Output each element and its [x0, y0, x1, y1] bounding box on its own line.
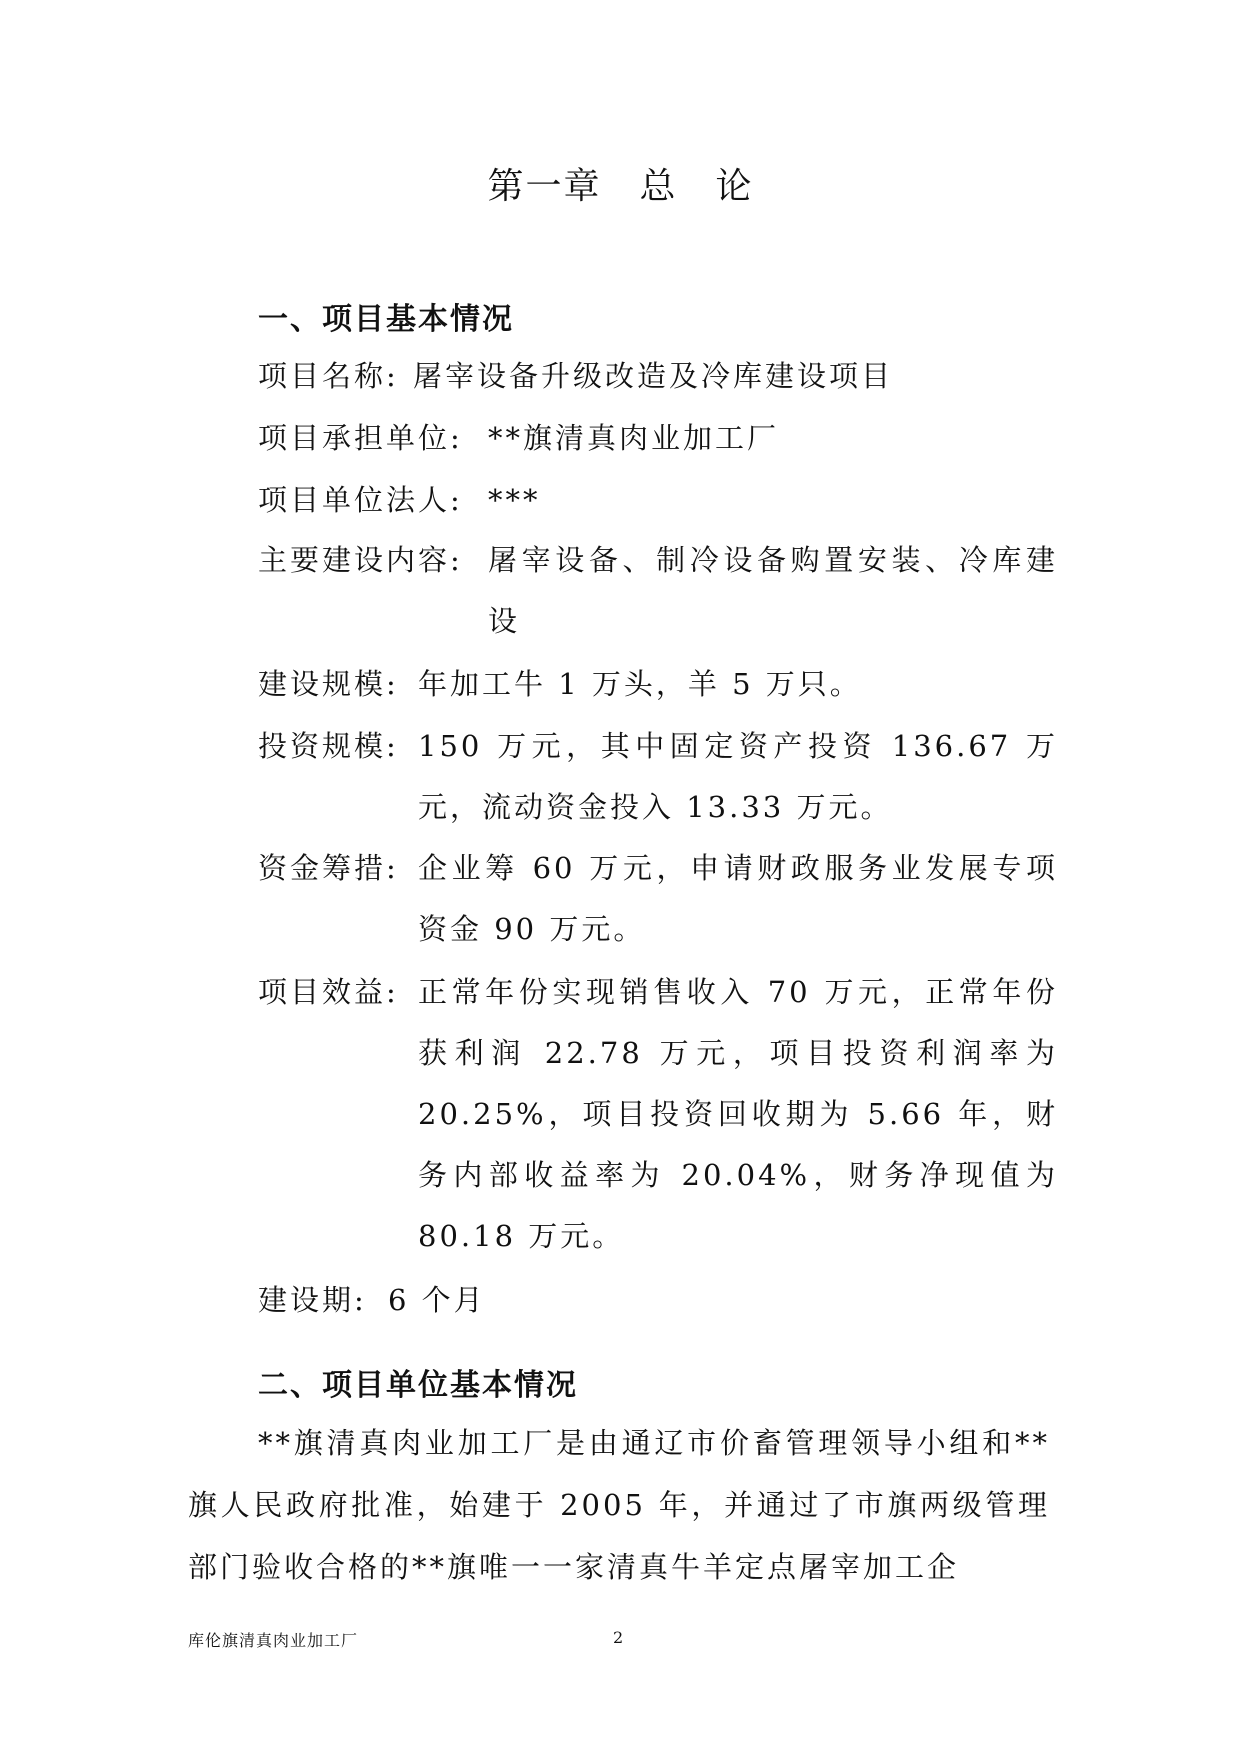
project-name-value: 屠宰设备升级改造及冷库建设项目	[413, 359, 894, 393]
project-unit-label: 项目承担单位:	[258, 421, 463, 455]
construction-scale-label: 建设规模:	[258, 667, 399, 701]
construction-period-label: 建设期:	[258, 1283, 367, 1317]
construction-scale-value: 年加工牛 1 万头，羊 5 万只。	[418, 667, 862, 701]
main-content-label: 主要建设内容:	[258, 543, 463, 577]
legal-person-value: ***	[488, 483, 541, 517]
construction-period-value: 6 个月	[388, 1283, 486, 1317]
fund-raising-value: 企业筹 60 万元，申请财政服务业发展专项资金 90 万元。	[418, 851, 1058, 946]
section-heading-2: 二、项目单位基本情况	[258, 1368, 578, 1403]
section-heading-1: 一、项目基本情况	[258, 302, 514, 337]
investment-scale-label: 投资规模:	[258, 729, 399, 763]
legal-person-label: 项目单位法人:	[258, 483, 463, 517]
fund-raising-label: 资金筹措:	[258, 851, 399, 885]
project-benefit-label: 项目效益:	[258, 975, 399, 1009]
chapter-title: 第一章 总 论	[487, 166, 754, 207]
investment-scale-value: 150 万元，其中固定资产投资 136.67 万元，流动资金投入 13.33 万元。	[418, 729, 1058, 824]
project-name-label: 项目名称:	[258, 359, 399, 393]
main-content-value: 屠宰设备、制冷设备购置安装、冷库建设	[488, 543, 1058, 638]
project-unit-value: **旗清真肉业加工厂	[488, 421, 780, 455]
project-benefit-value: 正常年份实现销售收入 70 万元，正常年份获利润 22.78 万元，项目投资利润率为 20.25%，项目投资回收期为 5.66 年，财务内部收益率为 20.04%，财务净现值为 80.18 万元。	[418, 975, 1058, 1253]
unit-description-paragraph: **旗清真肉业加工厂是由通辽市价畜管理领导小组和**旗人民政府批准，始建于 2005 年，并通过了市旗两级管理部门验收合格的**旗唯一一家清真牛羊定点屠宰加工企	[188, 1426, 1050, 1584]
footer-company-name: 库伦旗清真肉业加工厂	[188, 1631, 359, 1650]
page-number: 2	[613, 1628, 624, 1647]
